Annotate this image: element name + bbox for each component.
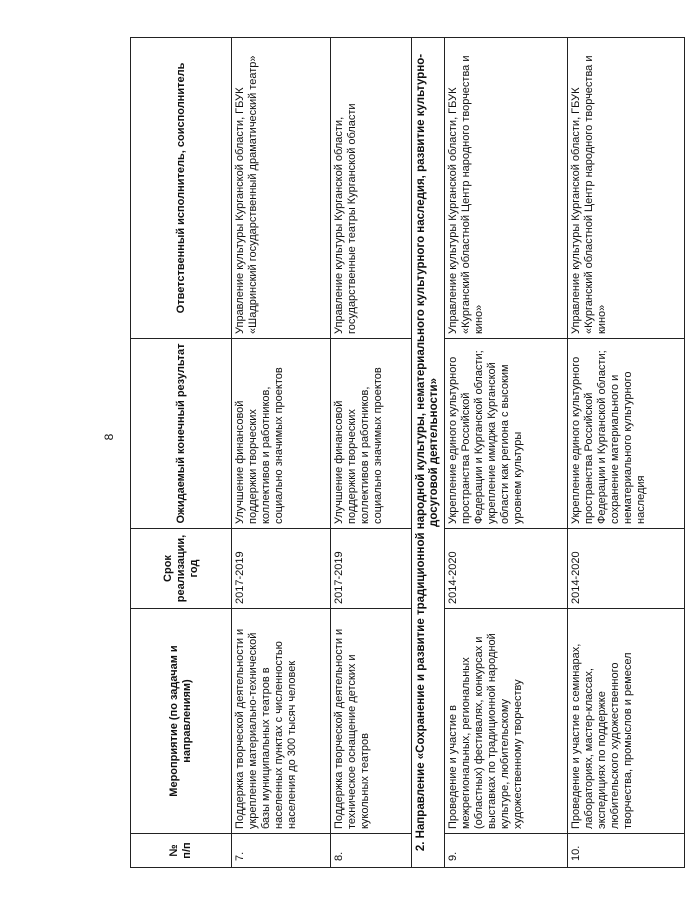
table-row	[568, 38, 685, 868]
row-period: 2014-2020	[445, 529, 568, 609]
row-result: Улучшение финансовой поддержки творческих коллективов и работников, социально значимых проектов	[232, 339, 331, 529]
row-event: Проведение и участие в семинарах, лабораториях, мастер-классах, экспедициях по поддержке любительского художественного творчества, промыслов и ремесел	[568, 609, 685, 834]
row-executor: Управление культуры Курганской области, ГБУК «Курганский областной Центр народного творчества и кино»	[568, 38, 685, 339]
row-executor: Управление культуры Курганской области, государственные театры Курганской области	[331, 38, 412, 339]
header-executor: Ответственный исполнитель, соисполнитель	[131, 38, 232, 339]
row-event: Поддержка творческой деятельности и укрепление материально-технической базы муниципальных театров в населенных пунктах с численностью населения до 300 тысяч человек	[232, 609, 331, 834]
row-event: Проведение и участие в межрегиональных, региональных (областных) фестивалях, конкурсах и выставках по традиционной народной культуре, любительскому художественному творчеству	[445, 609, 568, 834]
row-executor: Управление культуры Курганской области, ГБУК «Шадринский государственный драматический театр»	[232, 38, 331, 339]
row-result: Укрепление единого культурного пространства Российской Федерации и Курганской области; сохранение материального и нематериального культурного наследия	[568, 339, 685, 529]
row-number: 8.	[331, 834, 412, 868]
table-header-row	[131, 38, 232, 868]
header-result: Ожидаемый конечный результат	[131, 339, 232, 529]
row-event: Поддержка творческой деятельности и техническое оснащение детских и кукольных театров	[331, 609, 412, 834]
row-number: 10.	[568, 834, 685, 868]
section-heading: 2. Направление «Сохранение и развитие традиционной народной культуры, нематериального культурного наследия, развитие культурно-досуговой деятельности»	[412, 38, 445, 868]
rotated-table-sheet	[130, 38, 647, 868]
section-heading-row	[412, 38, 445, 868]
row-period: 2017-2019	[232, 529, 331, 609]
table-row	[331, 38, 412, 868]
table-row	[232, 38, 331, 868]
header-num: № п/п	[131, 834, 232, 868]
row-executor: Управление культуры Курганской области, ГБУК «Курганский областной Центр народного творчества и кино»	[445, 38, 568, 339]
table-row	[445, 38, 568, 868]
row-result: Улучшение финансовой поддержки творческих коллективов и работников, социально значимых проектов	[331, 339, 412, 529]
row-result: Укрепление единого культурного пространства Российской Федерации и Курганской области; укрепление имиджа Курганской области как региона с высоким уровнем культуры	[445, 339, 568, 529]
row-number: 9.	[445, 834, 568, 868]
program-events-table	[130, 37, 685, 868]
row-period: 2014-2020	[568, 529, 685, 609]
page-number: 8	[102, 433, 116, 441]
row-number: 7.	[232, 834, 331, 868]
header-period: Срок реализации, год	[131, 529, 232, 609]
header-event: Мероприятие (по задачам и направлениям)	[131, 609, 232, 834]
row-period: 2017-2019	[331, 529, 412, 609]
